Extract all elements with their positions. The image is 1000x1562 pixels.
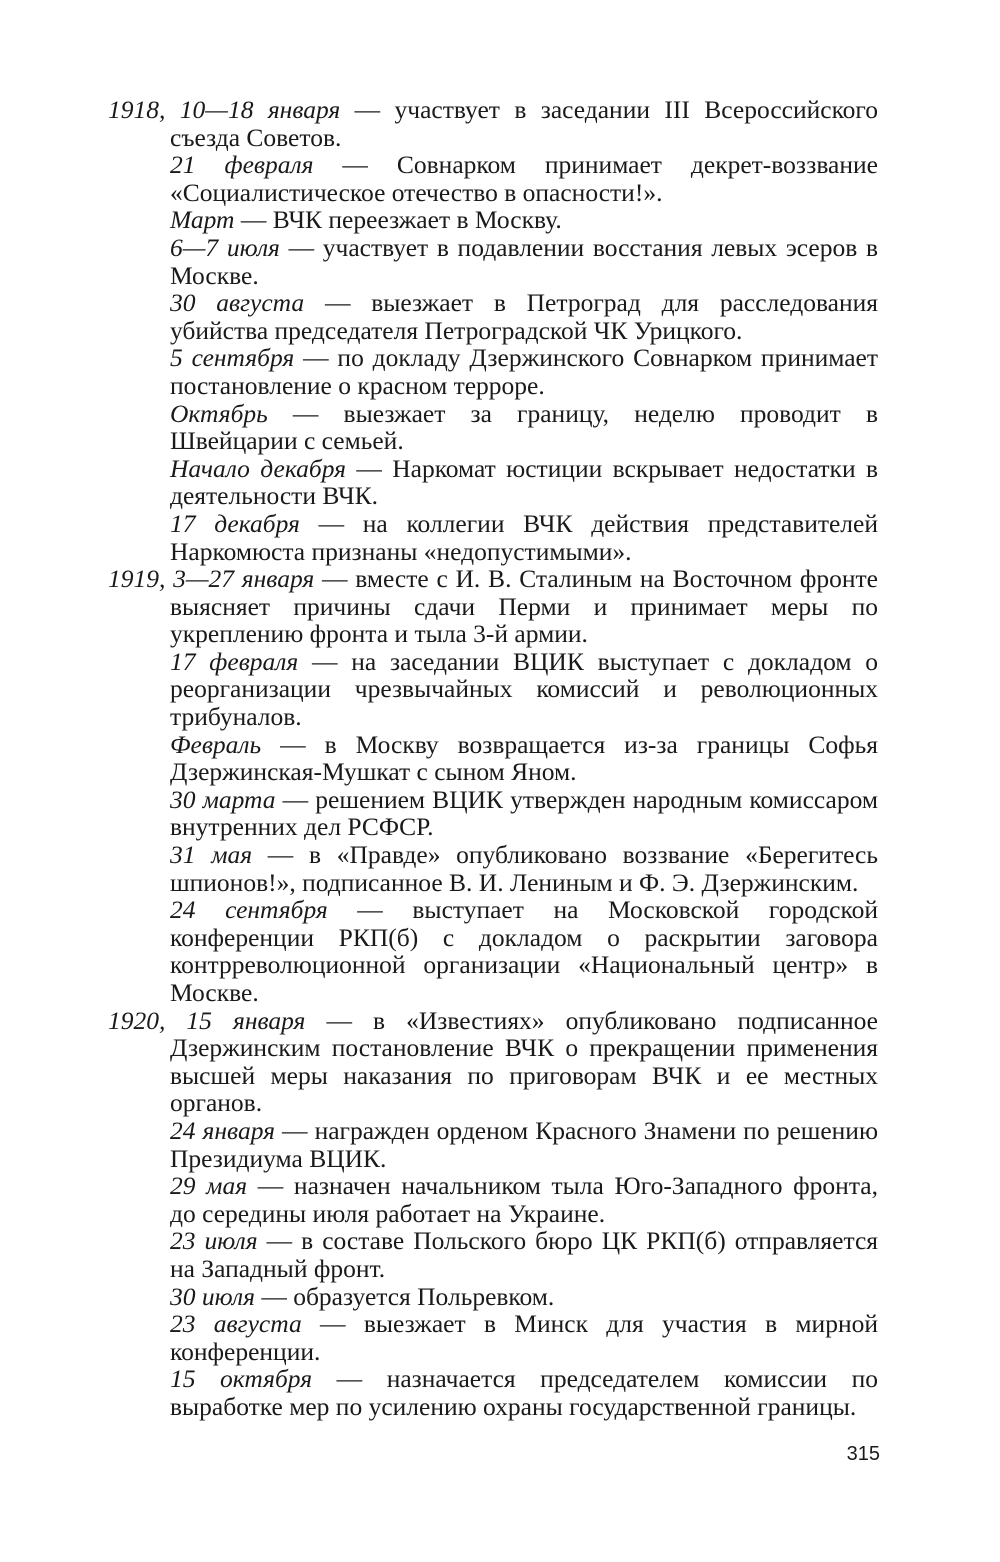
entry-date: 30 марта (170, 784, 276, 814)
entry-text: — участвует в подавлении восстания левых эсеров в Москве. (170, 232, 878, 290)
entry-text: — Совнарком принимает декрет-воззвание «Социалистическое отечество в опасности!». (170, 150, 878, 207)
entry-text: — в «Известиях» опубликовано подписанное Дзержинским постановление ВЧК о прекращении применения высшей меры наказания по приговорам ВЧК и ее местных органов. (170, 1005, 879, 1118)
chronology-entry (108, 289, 878, 344)
entry-date: 5 сентября (170, 343, 295, 373)
entry-text: — выезжает в Петроград для расследования убийства председателя Петроградской ЧК Урицкого. (170, 288, 878, 345)
chronology-entry (108, 1365, 878, 1420)
entry-text: — участвует в заседании III Всероссийского съезда Советов. (170, 95, 878, 152)
entry-date: 29 мая (170, 1171, 248, 1201)
chronology-text (108, 96, 878, 1421)
entry-text: — назначен начальником тыла Юго-Западного фронта, до середины июля работает на Украине. (170, 1171, 878, 1228)
entry-date: Февраль (170, 729, 262, 759)
entry-date: 30 июля (170, 1281, 255, 1311)
entry-text: — в «Правде» опубликовано воззвание «Берегитесь шпионов!», подписанное В. И. Лениным и Ф. Э. Дзержинским. (170, 840, 878, 897)
chronology-entry (108, 234, 878, 289)
chronology-entry (108, 455, 878, 510)
entry-date: 17 декабря (170, 508, 300, 538)
chronology-entry (108, 1007, 878, 1117)
entry-date: 1920, 15 января (108, 1005, 306, 1035)
entry-text: — назначается председателем комиссии по выработке мер по усилению охраны государственной границы. (170, 1364, 879, 1421)
entry-date: 30 августа (170, 288, 305, 318)
entry-text: — ВЧК переезжает в Москву. (234, 205, 562, 235)
chronology-entry (108, 648, 878, 731)
entry-text: — выезжает в Минск для участия в мирной конференции. (170, 1309, 878, 1366)
chronology-entry (108, 731, 878, 786)
entry-date: 6—7 июля (170, 232, 280, 262)
entry-date: Начало декабря (170, 453, 346, 483)
entry-date: 15 октября (170, 1364, 313, 1394)
entry-date: 24 января (170, 1115, 275, 1145)
chronology-entry (108, 841, 878, 896)
chronology-entry (108, 400, 878, 455)
entry-date: 1919, 3—27 января (108, 564, 315, 594)
chronology-entry (108, 1283, 878, 1311)
entry-text: — решением ВЦИК утвержден народным комиссаром внутренних дел РСФСР. (170, 784, 878, 842)
chronology-entry (108, 151, 878, 206)
entry-date: Октябрь (170, 398, 268, 428)
entry-text: — выступает на Московской городской конференции РКП(б) с докладом о раскрытии заговора контрреволюционной организации «Национальный центр» в Москве. (170, 895, 878, 1007)
entry-text: — на заседании ВЦИК выступает с докладом о реорганизации чрезвычайных комиссий и революционных трибуналов. (170, 646, 878, 732)
entry-text: — вместе с И. В. Сталиным на Восточном фронте выясняет причины сдачи Перми и принимает меры по укреплению фронта и тыла 3-й армии. (170, 564, 878, 649)
entry-date: 17 февраля (170, 646, 299, 676)
page-number: 315 (846, 1443, 880, 1465)
entry-text: — в Москву возвращается из-за границы Софья Дзержинская-Мушкат с сыном Яном. (170, 729, 878, 787)
chronology-entry (108, 1310, 878, 1365)
chronology-entry (108, 786, 878, 841)
entry-text: — выезжает за границу, неделю проводит в Швейцарии с семьей. (170, 398, 878, 456)
chronology-entry (108, 1172, 878, 1227)
entry-text: — в составе Польского бюро ЦК РКП(б) отправляется на Западный фронт. (170, 1226, 878, 1283)
chronology-entry (108, 1227, 878, 1282)
entry-date: 24 сентября (170, 895, 328, 925)
chronology-entry (108, 565, 878, 648)
entry-text: — образуется Польревком. (254, 1281, 555, 1311)
entry-date: Март (170, 205, 235, 235)
chronology-entry (108, 206, 878, 234)
entry-date: 23 августа (170, 1309, 302, 1339)
chronology-entry (108, 344, 878, 399)
chronology-entry (108, 510, 878, 565)
entry-text: — по докладу Дзержинского Совнарком принимает постановление о красном терроре. (170, 343, 879, 400)
chronology-entry (108, 96, 878, 151)
entry-date: 1918, 10—18 января (108, 95, 341, 124)
entry-text: — награжден орденом Красного Знамени по решению Президиума ВЦИК. (170, 1115, 878, 1173)
chronology-entry (108, 1117, 878, 1172)
entry-text: — Наркомат юстиции вскрывает недостатки в деятельности ВЧК. (170, 453, 878, 511)
entry-text: — на коллегии ВЧК действия представителей Наркомюста признаны «недопустимыми». (170, 508, 878, 566)
entry-date: 23 июля (170, 1226, 258, 1256)
chronology-entry (108, 896, 878, 1006)
entry-date: 31 мая (170, 840, 253, 870)
entry-date: 21 февраля (170, 150, 314, 180)
